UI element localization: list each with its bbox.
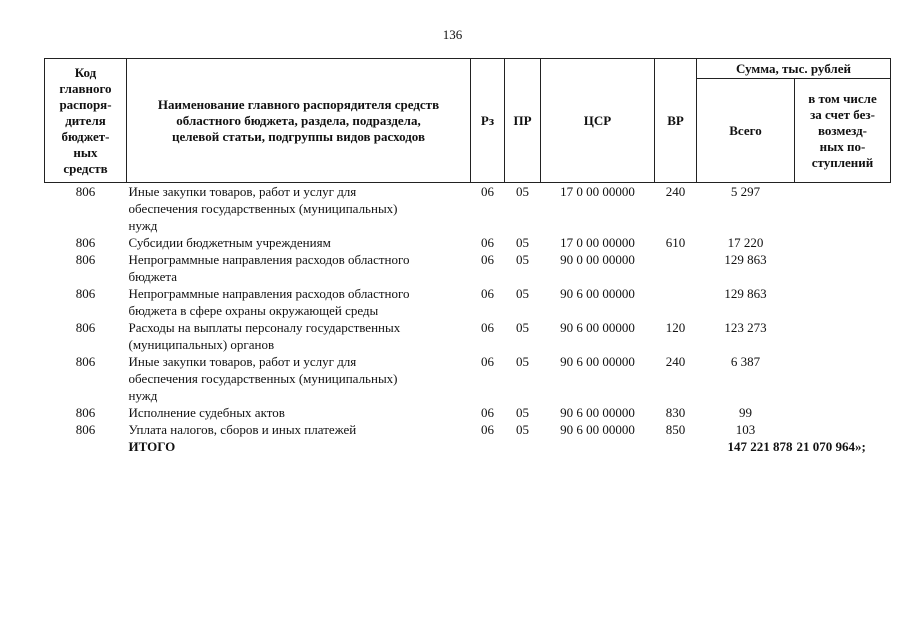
cell-name-line: Уплата налогов, сборов и иных платежей bbox=[128, 422, 357, 437]
cell-code: 806 bbox=[75, 422, 96, 437]
cell-vr: 120 bbox=[665, 320, 686, 335]
header-csr: ЦСР bbox=[541, 59, 655, 183]
cell-pr: 05 bbox=[516, 422, 529, 437]
cell-free bbox=[795, 319, 891, 353]
cell-pr: 05 bbox=[516, 354, 529, 369]
cell-name-line: Иные закупки товаров, работ и услуг для bbox=[128, 354, 357, 369]
header-free-line: ных по- bbox=[819, 138, 866, 154]
total-row-blank bbox=[45, 438, 127, 455]
cell-free bbox=[795, 285, 891, 319]
cell-total: 17 220 bbox=[727, 235, 764, 250]
cell-code: 806 bbox=[75, 252, 96, 267]
header-code bbox=[45, 59, 127, 183]
cell-free bbox=[795, 353, 891, 404]
cell-name-line: Исполнение судебных актов bbox=[128, 405, 285, 420]
cell-csr: 90 6 00 00000 bbox=[560, 422, 635, 437]
cell-rz: 06 bbox=[481, 405, 494, 420]
cell-csr: 17 0 00 00000 bbox=[560, 235, 635, 250]
header-rz: Рз bbox=[471, 59, 505, 183]
cell-csr: 90 0 00 00000 bbox=[560, 252, 635, 267]
cell-code: 806 bbox=[75, 354, 96, 369]
cell-name bbox=[127, 234, 471, 251]
cell-pr: 05 bbox=[516, 252, 529, 267]
cell-vr: 850 bbox=[665, 422, 686, 437]
cell-name bbox=[127, 404, 471, 421]
cell-free bbox=[795, 183, 891, 235]
page-number: 136 bbox=[442, 27, 463, 42]
cell-free bbox=[795, 234, 891, 251]
cell-code: 806 bbox=[75, 184, 96, 199]
header-free-line: возмезд- bbox=[818, 122, 867, 138]
total-row bbox=[45, 438, 891, 455]
cell-name-line: Иные закупки товаров, работ и услуг для bbox=[128, 184, 357, 199]
cell-code: 806 bbox=[75, 405, 96, 420]
cell-rz: 06 bbox=[481, 422, 494, 437]
header-code-line: дителя bbox=[65, 112, 106, 128]
cell-pr: 05 bbox=[516, 286, 529, 301]
cell-name-line: Расходы на выплаты персоналу государственных bbox=[128, 320, 401, 335]
cell-pr: 05 bbox=[516, 320, 529, 335]
cell-rz: 06 bbox=[481, 184, 494, 199]
cell-csr: 90 6 00 00000 bbox=[560, 286, 635, 301]
header-free bbox=[795, 79, 891, 183]
total-row-blank bbox=[505, 438, 541, 455]
cell-rz: 06 bbox=[481, 235, 494, 250]
total-row-free: 21 070 964»; bbox=[796, 439, 866, 454]
header-name-line: Наименование главного распорядителя средств bbox=[157, 96, 440, 112]
cell-name-line: Непрограммные направления расходов областного bbox=[128, 252, 410, 267]
cell-name-line: обеспечения государственных (муниципальных) bbox=[128, 371, 398, 386]
cell-name-line: обеспечения государственных (муниципальных) bbox=[128, 201, 398, 216]
cell-rz: 06 bbox=[481, 286, 494, 301]
cell-name-line: бюджета в сфере охраны окружающей среды bbox=[128, 303, 379, 318]
cell-csr: 90 6 00 00000 bbox=[560, 320, 635, 335]
cell-code: 806 bbox=[75, 320, 96, 335]
cell-csr: 17 0 00 00000 bbox=[560, 184, 635, 199]
budget-table bbox=[44, 58, 891, 455]
table-row bbox=[45, 183, 891, 235]
header-pr: ПР bbox=[505, 59, 541, 183]
cell-rz: 06 bbox=[481, 354, 494, 369]
cell-total: 5 297 bbox=[730, 184, 761, 199]
header-code-line: средств bbox=[63, 160, 108, 176]
cell-vr: 240 bbox=[665, 354, 686, 369]
header-code-line: ных bbox=[73, 144, 98, 160]
table-row bbox=[45, 285, 891, 319]
table-row bbox=[45, 319, 891, 353]
header-code-line: Код bbox=[74, 64, 97, 80]
table-row bbox=[45, 421, 891, 438]
cell-vr: 610 bbox=[665, 235, 686, 250]
cell-pr: 05 bbox=[516, 184, 529, 199]
header-free-line: в том числе bbox=[808, 90, 877, 106]
header-code-line: бюджет- bbox=[61, 128, 110, 144]
table-row bbox=[45, 353, 891, 404]
cell-name bbox=[127, 183, 471, 235]
cell-vr bbox=[655, 285, 697, 319]
cell-csr: 90 6 00 00000 bbox=[560, 354, 635, 369]
cell-name bbox=[127, 251, 471, 285]
cell-name bbox=[127, 353, 471, 404]
total-row-sum: 147 221 878 bbox=[727, 439, 793, 454]
cell-rz: 06 bbox=[481, 320, 494, 335]
header-name bbox=[127, 59, 471, 183]
cell-total: 6 387 bbox=[730, 354, 761, 369]
cell-code: 806 bbox=[75, 286, 96, 301]
header-vr: ВР bbox=[655, 59, 697, 183]
cell-pr: 05 bbox=[516, 235, 529, 250]
header-total: Всего bbox=[697, 79, 795, 183]
cell-csr: 90 6 00 00000 bbox=[560, 405, 635, 420]
cell-total: 103 bbox=[735, 422, 756, 437]
cell-total: 123 273 bbox=[724, 320, 767, 335]
header-name-line: областного бюджета, раздела, подраздела, bbox=[176, 112, 421, 128]
cell-rz: 06 bbox=[481, 252, 494, 267]
total-row-label: ИТОГО bbox=[128, 439, 176, 454]
header-name-line: целевой статьи, подгруппы видов расходов bbox=[171, 128, 426, 144]
table-row bbox=[45, 234, 891, 251]
cell-total: 99 bbox=[739, 405, 752, 420]
header-free-line: ступлений bbox=[811, 154, 874, 170]
header-code-line: главного bbox=[59, 80, 112, 96]
cell-total: 129 863 bbox=[724, 286, 767, 301]
cell-code: 806 bbox=[75, 235, 96, 250]
cell-pr: 05 bbox=[516, 405, 529, 420]
cell-vr: 830 bbox=[665, 405, 686, 420]
header-free-line: за счет без- bbox=[810, 106, 875, 122]
cell-vr: 240 bbox=[665, 184, 686, 199]
cell-free bbox=[795, 421, 891, 438]
cell-free bbox=[795, 251, 891, 285]
table-row bbox=[45, 251, 891, 285]
cell-total: 129 863 bbox=[724, 252, 767, 267]
header-sum-group: Сумма, тыс. рублей bbox=[697, 59, 891, 79]
cell-name-line: нужд bbox=[128, 388, 158, 403]
total-row-blank bbox=[655, 438, 697, 455]
total-row-blank bbox=[471, 438, 505, 455]
cell-free bbox=[795, 404, 891, 421]
header-code-line: распоря- bbox=[59, 96, 112, 112]
cell-name-line: нужд bbox=[128, 218, 158, 233]
cell-name-line: (муниципальных) органов bbox=[128, 337, 275, 352]
cell-name bbox=[127, 319, 471, 353]
cell-vr bbox=[655, 251, 697, 285]
cell-name-line: Непрограммные направления расходов областного bbox=[128, 286, 410, 301]
cell-name bbox=[127, 421, 471, 438]
total-row-blank bbox=[541, 438, 655, 455]
cell-name-line: бюджета bbox=[128, 269, 177, 284]
cell-name-line: Субсидии бюджетным учреждениям bbox=[128, 235, 331, 250]
cell-name bbox=[127, 285, 471, 319]
table-row bbox=[45, 404, 891, 421]
